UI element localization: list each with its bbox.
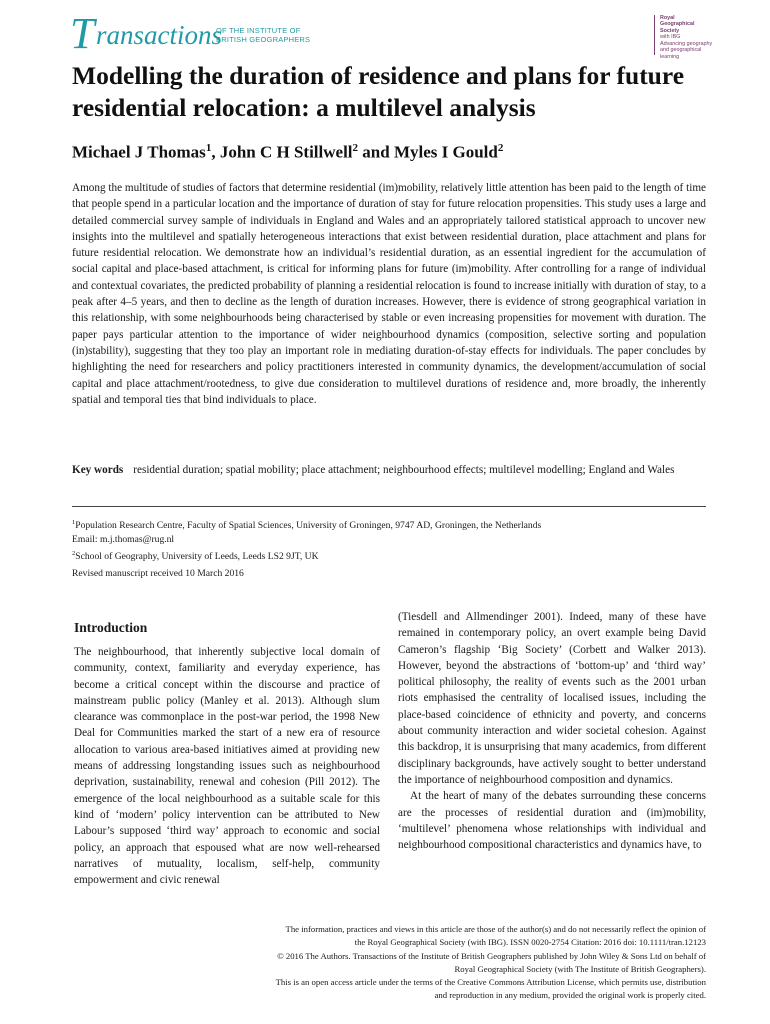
footer-line: the Royal Geographical Society (with IBG). ISSN 0020-2754 Citation: 2016 doi: 10.1111/tran.12123	[354, 937, 706, 948]
society-line-4: with IBG	[660, 34, 681, 41]
author-affiliation-mark: 1	[205, 142, 212, 154]
affiliation-mark: 2	[72, 549, 76, 557]
body-paragraph: The neighbourhood, that inherently subjective local domain of community, context, familiarity and everyday experience, has become a critical concept within the discourse and practice of mainstream public policy (Manley et al. 2013). Although slum clearance was commonplace in the post-war period, the 1998 New Deal for Communities marked the start of a new era of resource allocation to various area-based initiatives aimed at providing new means of addressing longstanding issues such as neighbourhood deprivation, sustainability, renewal and cohesion (Pill 2012). The emergence of the local neighbourhood as a suitable scale for this kind of ‘modern’ policy intervention can be attributed to New Labour’s supposed ‘third way’ approach to economic and social policy, an approach that espoused what are now well-rehearsed narratives of mutuality, localism, self-help, community empowerment and civic renewal	[74, 646, 380, 887]
journal-subtitle-line-2: BRITISH GEOGRAPHERS	[216, 34, 311, 44]
journal-subtitle-line-1: OF THE INSTITUTE OF	[216, 26, 301, 35]
society-line-5: Advancing geography	[660, 40, 713, 47]
footer-line: This is an open access article under the terms of the Creative Commons Attribution License, which permits use, distribution	[275, 977, 706, 988]
divider	[72, 506, 706, 507]
society-line-3: Society	[660, 27, 680, 34]
journal-logo-word: ransactions	[96, 20, 223, 50]
journal-logo-initial: T	[70, 9, 95, 58]
body-paragraph: At the heart of many of the debates surrounding these concerns are the processes of residential duration and (im)mobility, ‘multilevel’ phenomena whose relationships with individual and neighbourhood compositional characteristics and dynamics have, to	[398, 790, 706, 852]
society-line-1: Royal	[660, 15, 675, 21]
author-affiliation-mark: 2	[497, 142, 504, 154]
author-name: Myles I Gould	[393, 142, 498, 162]
paper-title: Modelling the duration of residence and plans for future residential relocation: a multilevel analysis	[72, 61, 685, 122]
author-separator: and	[358, 142, 394, 162]
author-name: John C H Stillwell	[219, 142, 353, 162]
society-logo	[654, 15, 716, 60]
body-column-left	[74, 644, 380, 888]
affiliations	[72, 516, 706, 564]
footer-line: © 2016 The Authors. Transactions of the Institute of British Geographers published by John Wiley & Sons Ltd on behalf of	[277, 950, 706, 961]
footer-line: The information, practices and views in this article are those of the author(s) and do not necessarily reflect the opinion of	[285, 924, 706, 934]
society-line-6: and geographical learning	[660, 47, 702, 60]
footer-line: Royal Geographical Society (with The Institute of British Geographers).	[454, 963, 706, 974]
abstract: Among the multitude of studies of factors that determine residential (im)mobility, relatively little attention has been paid to the length of time that people spend in a particular location and the importance of duration of stay for future relocation propensities. This study uses a large and detailed commercial survey sample of individuals in England and Wales and an appropriately tailored statistical approach to uncover new insights into the multilevel and spatially heterogeneous interactions that exist between residential duration, place attachment and plans for future residential relocation. We demonstrate how an individual’s residential duration, as an essential ingredient for the accumulation of social capital and place-based attachment, is critical for informing plans for future (im)mobility. After controlling for a range of individual and contextual covariates, the predicted probability of planning a residential relocation is found to increase initially with duration of stay, to a peak after 4–5 years, and then to decline as the length of duration increases. However, there is evidence of strong geographical variation in this relationship, with some neighbourhoods being characterised by stable or even increasing propensities for movement with duration. The paper pays particular attention to the importance of wider neighbourhood dynamics (composition, selective sorting and population (in)stability), suggesting that they too play an important role in mediating duration-of-stay effects for individuals. The paper concludes by highlighting the need for researchers and policy practitioners interested in community dynamics, the development/accumulation of social capital and place attachment/rootedness, to give due consideration to multilevel durations of residence and, more broadly, the inherently spatial and temporal ties that bind individuals to place.	[72, 182, 706, 406]
author-email[interactable]: Email: m.j.thomas@rug.nl	[72, 533, 175, 545]
keywords-text: residential duration; spatial mobility; place attachment; neighbourhood effects; multilevel modelling; England and Wales	[133, 464, 675, 476]
affiliation-1	[72, 516, 706, 533]
affiliation-text: Population Research Centre, Faculty of Spatial Sciences, University of Groningen, 9747 AD, Groningen, the Netherlands	[75, 520, 542, 532]
copyright-footer	[120, 923, 706, 1003]
affiliation-2	[72, 547, 706, 564]
keywords	[72, 462, 706, 479]
body-paragraph: (Tiesdell and Allmendinger 2001). Indeed, many of these have remained in contemporary policy, an overt example being David Cameron’s flagship ‘Big Society’ (Corbett and Walker 2013). However, beyond the abstractions of ‘bottom-up’ and ‘third way’ political philosophy, the reality of events such as the 2001 urban riots emphasised the centrality of localised issues, including the place-based coincidence of ethnicity and poverty, and concerns about community interaction and wider societal cohesion. Against this backdrop, it is unsurprising that many academics, from different disciplinary backgrounds, have actively sought to better understand the importance of neighbourhood composition and dynamics.	[398, 611, 706, 786]
footer-line: and reproduction in any medium, provided the original work is properly cited.	[434, 990, 706, 1001]
author-list	[72, 142, 503, 163]
keywords-label: Key words	[72, 464, 124, 476]
affiliation-text: School of Geography, University of Leeds, Leeds LS2 9JT, UK	[75, 550, 319, 562]
society-line-2: Geographical	[660, 21, 695, 28]
affiliation-mark: 1	[72, 519, 76, 526]
author-separator: ,	[211, 142, 220, 162]
author-affiliation-mark: 2	[352, 142, 359, 154]
author-name: Michael J Thomas	[72, 142, 206, 162]
journal-logo-subtitle	[216, 27, 310, 44]
section-heading: Introduction	[74, 620, 148, 635]
body-column-right	[398, 609, 706, 853]
revised-date: Revised manuscript received 10 March 2016	[72, 568, 244, 579]
